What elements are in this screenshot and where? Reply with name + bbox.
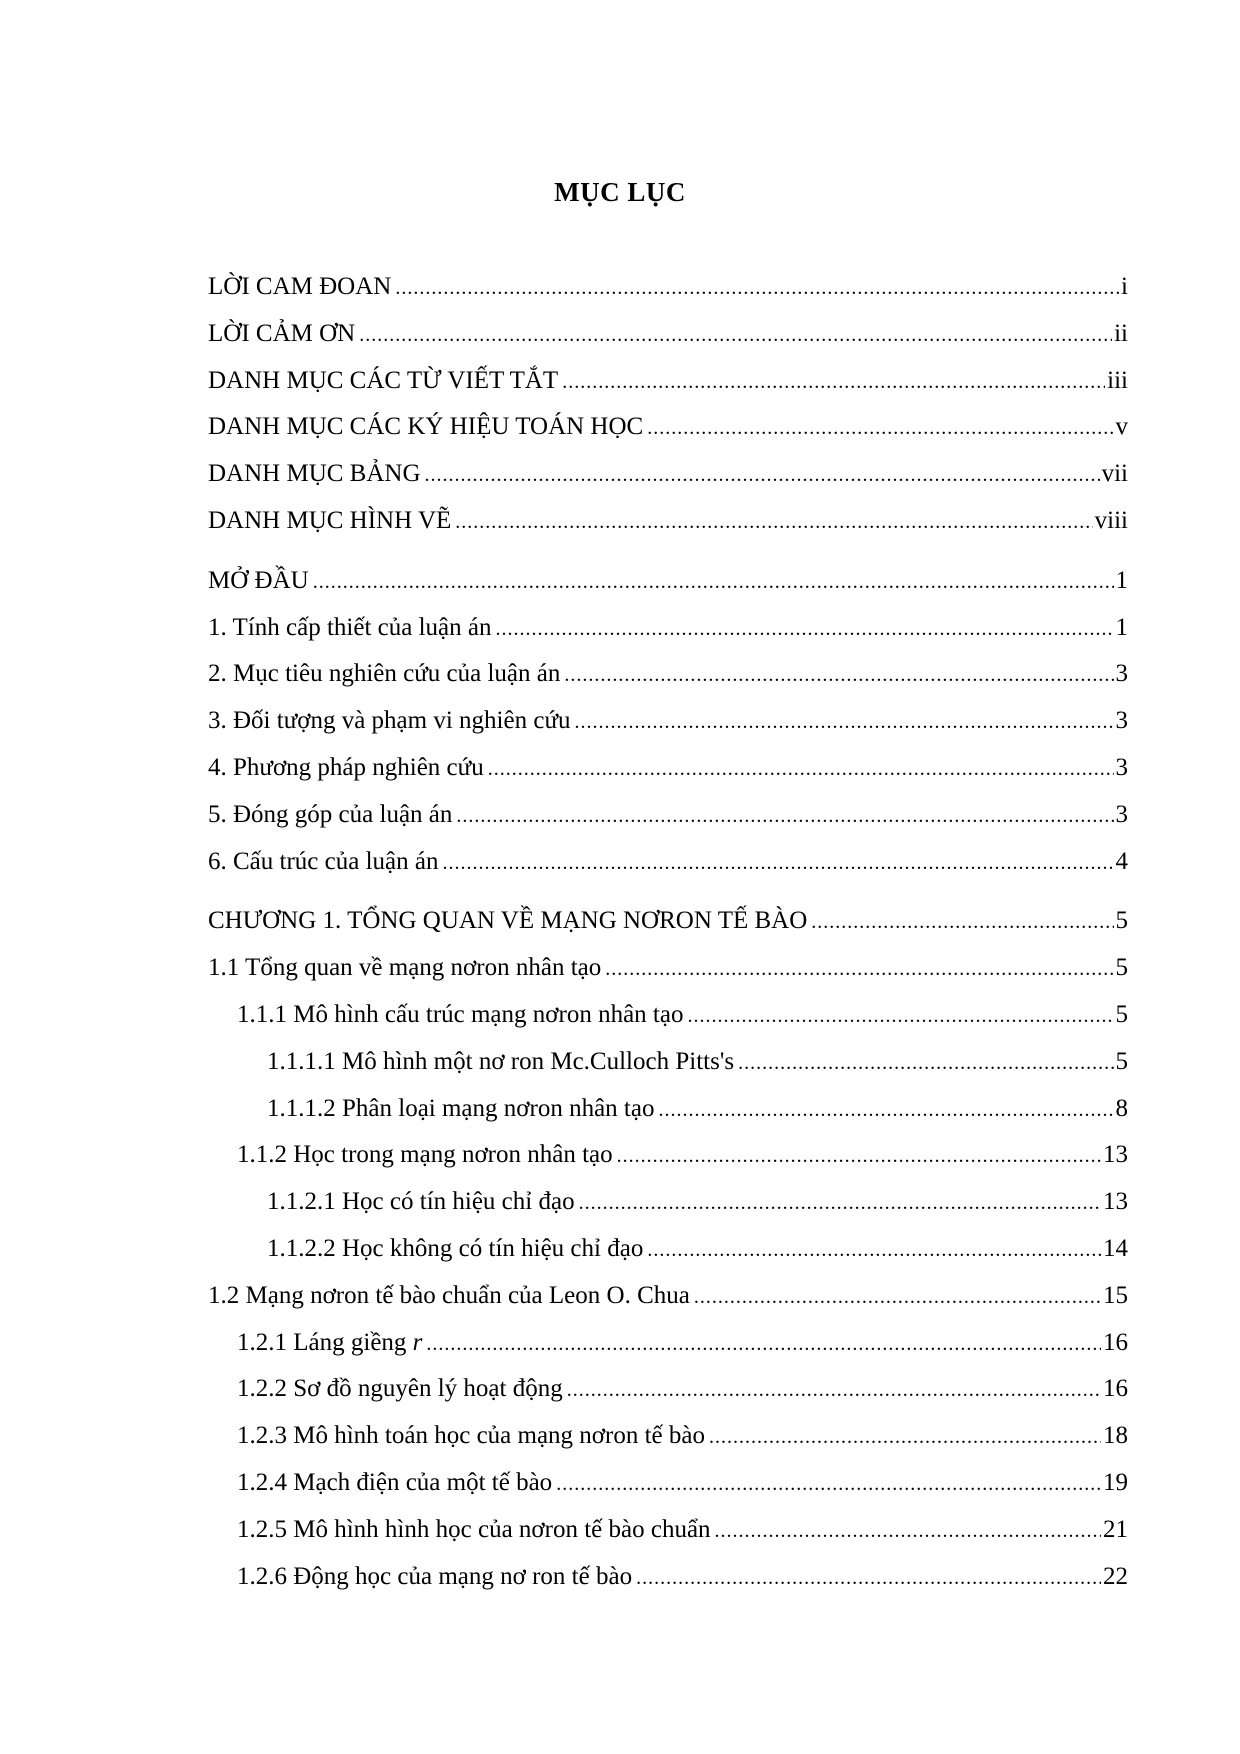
toc-entry-page: 8 bbox=[1115, 1094, 1128, 1122]
toc-entry-page: 3 bbox=[1115, 753, 1128, 781]
toc-entry-label: 1.2.5 Mô hình hình học của nơron tế bào chuẩn bbox=[237, 1515, 711, 1543]
toc-leader-dots bbox=[488, 752, 1114, 786]
toc-entry-label-text: 1.2.1 Láng giềng bbox=[237, 1328, 413, 1356]
toc-leader-dots bbox=[579, 1186, 1101, 1220]
toc-entry-page: 4 bbox=[1115, 847, 1128, 875]
toc-entry-page: ii bbox=[1114, 319, 1128, 347]
toc-entry[interactable] bbox=[208, 1513, 1128, 1560]
toc-entry-page: 5 bbox=[1115, 1000, 1128, 1028]
toc-leader-dots bbox=[564, 658, 1113, 692]
toc-entry-label: 1.1 Tổng quan về mạng nơron nhân tạo bbox=[208, 954, 602, 982]
toc-entry[interactable] bbox=[208, 657, 1128, 704]
toc-entry[interactable] bbox=[208, 1326, 1128, 1373]
toc-entry[interactable] bbox=[208, 1279, 1128, 1326]
toc-entry-page: 18 bbox=[1103, 1422, 1128, 1450]
toc-entry-label: 1.2.6 Động học của mạng nơ ron tế bào bbox=[237, 1562, 633, 1590]
toc-entry-page: 14 bbox=[1103, 1234, 1128, 1262]
toc-entry-label: 1.1.2.2 Học không có tín hiệu chỉ đạo bbox=[267, 1234, 644, 1262]
toc-entry[interactable] bbox=[208, 704, 1128, 751]
toc-entry[interactable] bbox=[208, 364, 1128, 411]
toc-entry-label bbox=[237, 1326, 426, 1360]
toc-entry-page: 1 bbox=[1115, 566, 1128, 594]
toc-leader-dots bbox=[575, 705, 1114, 739]
toc-entry[interactable] bbox=[208, 904, 1128, 951]
toc-leader-dots bbox=[313, 565, 1114, 599]
toc-entry-label: 1.1.1 Mô hình cấu trúc mạng nơron nhân tạo bbox=[237, 1000, 684, 1028]
toc-leader-dots bbox=[647, 411, 1113, 445]
toc-entry-label: 1.2.4 Mạch điện của một tế bào bbox=[237, 1468, 553, 1496]
toc-leader-dots bbox=[694, 1280, 1101, 1314]
toc-entry-label: 5. Đóng góp của luận án bbox=[208, 800, 453, 828]
toc-entry-label: DANH MỤC CÁC KÝ HIỆU TOÁN HỌC bbox=[208, 413, 644, 441]
toc-entry-page: v bbox=[1115, 413, 1128, 441]
toc-entry[interactable] bbox=[208, 998, 1128, 1045]
toc-entry[interactable] bbox=[208, 845, 1128, 892]
toc-entry-label-italic: r bbox=[412, 1328, 423, 1356]
toc-entry-label: MỞ ĐẦU bbox=[208, 566, 309, 594]
toc-leader-dots bbox=[738, 1046, 1113, 1080]
toc-entry[interactable] bbox=[208, 1045, 1128, 1092]
toc-entry-page: vii bbox=[1101, 460, 1128, 488]
toc-entry-label: LỜI CAM ĐOAN bbox=[208, 273, 392, 300]
toc-entry[interactable] bbox=[208, 1372, 1128, 1419]
toc-entry-page: 13 bbox=[1103, 1188, 1128, 1216]
toc-entry-label: 1.1.1.2 Phân loại mạng nơron nhân tạo bbox=[267, 1094, 655, 1122]
toc-entry-page: 3 bbox=[1115, 707, 1128, 735]
toc-entry-page: 13 bbox=[1103, 1141, 1128, 1169]
toc-entry-page: 21 bbox=[1103, 1515, 1128, 1543]
page-title: MỤC LỤC bbox=[554, 177, 686, 207]
toc-leader-dots bbox=[647, 1233, 1101, 1267]
toc-entry-page: 5 bbox=[1115, 954, 1128, 982]
toc-leader-dots bbox=[636, 1561, 1101, 1595]
toc-entry-page: 3 bbox=[1115, 660, 1128, 688]
toc-entry[interactable] bbox=[208, 611, 1128, 658]
toc-entry[interactable] bbox=[208, 751, 1128, 798]
toc-leader-dots bbox=[811, 905, 1113, 939]
toc-leader-dots bbox=[715, 1514, 1101, 1548]
toc-entry-page: 5 bbox=[1115, 1047, 1128, 1075]
toc-entry-page: 16 bbox=[1103, 1328, 1128, 1356]
toc-leader-dots bbox=[395, 271, 1119, 305]
toc-entry-page: 19 bbox=[1103, 1468, 1128, 1496]
toc-entry[interactable] bbox=[208, 951, 1128, 998]
toc-entry[interactable] bbox=[208, 410, 1128, 457]
toc-entry[interactable] bbox=[208, 1419, 1128, 1466]
toc-leader-dots bbox=[455, 505, 1092, 539]
toc-entry-label: CHƯƠNG 1. TỔNG QUAN VỀ MẠNG NƠRON TẾ BÀO bbox=[208, 907, 808, 935]
toc-entry[interactable] bbox=[208, 1185, 1128, 1232]
toc-entry-label: 4. Phương pháp nghiên cứu bbox=[208, 753, 484, 781]
toc-entry-label: DANH MỤC HÌNH VẼ bbox=[208, 506, 452, 534]
toc-entry-label: 1.2 Mạng nơron tế bào chuẩn của Leon O. Chua bbox=[208, 1281, 690, 1309]
toc-leader-dots bbox=[426, 1327, 1101, 1361]
toc-entry-page: iii bbox=[1107, 366, 1128, 394]
toc-leader-dots bbox=[456, 799, 1113, 833]
toc-entry[interactable] bbox=[208, 317, 1128, 364]
toc-entry[interactable] bbox=[208, 270, 1128, 317]
toc-entry-label: 1.2.3 Mô hình toán học của mạng nơron tế bào bbox=[237, 1422, 705, 1450]
toc-entry-page: 15 bbox=[1103, 1281, 1128, 1309]
toc-leader-dots bbox=[709, 1420, 1101, 1454]
toc-entry[interactable] bbox=[208, 564, 1128, 611]
toc-leader-dots bbox=[687, 999, 1113, 1033]
toc-entry-page: 3 bbox=[1115, 800, 1128, 828]
toc-entry-page: 22 bbox=[1103, 1562, 1128, 1590]
toc-entry-label: 1.1.2.1 Học có tín hiệu chỉ đạo bbox=[267, 1188, 575, 1216]
toc-entry-page: 16 bbox=[1103, 1375, 1128, 1403]
toc-leader-dots bbox=[617, 1139, 1101, 1173]
toc-entry-label: 1.1.1.1 Mô hình một nơ ron Mc.Culloch Pitts's bbox=[267, 1047, 735, 1075]
toc-entry[interactable] bbox=[208, 457, 1128, 504]
toc-entry-label: DANH MỤC CÁC TỪ VIẾT TẮT bbox=[208, 366, 559, 394]
toc-entry[interactable] bbox=[208, 1232, 1128, 1279]
toc-entry-label: 1. Tính cấp thiết của luận án bbox=[208, 613, 492, 641]
toc-leader-dots bbox=[442, 846, 1113, 880]
toc-entry-label: LỜI CẢM ƠN bbox=[208, 319, 356, 347]
toc-leader-dots bbox=[495, 612, 1113, 646]
toc-entry-label: 1.2.2 Sơ đồ nguyên lý hoạt động bbox=[237, 1375, 563, 1403]
toc-entry-label: 6. Cấu trúc của luận án bbox=[208, 847, 439, 875]
toc-entry[interactable] bbox=[208, 1092, 1128, 1139]
toc-leader-dots bbox=[359, 318, 1112, 352]
toc-leader-dots bbox=[425, 458, 1100, 492]
toc-entry-label: 2. Mục tiêu nghiên cứu của luận án bbox=[208, 660, 561, 688]
toc-leader-dots bbox=[567, 1373, 1101, 1407]
toc-entry-page: 5 bbox=[1115, 907, 1128, 935]
toc-entry[interactable] bbox=[208, 1138, 1128, 1185]
toc-leader-dots bbox=[605, 952, 1113, 986]
toc-leader-dots bbox=[556, 1467, 1101, 1501]
toc-entry[interactable] bbox=[208, 1466, 1128, 1513]
toc-entry-page: i bbox=[1121, 273, 1128, 300]
toc-leader-dots bbox=[562, 365, 1105, 399]
table-of-contents bbox=[208, 270, 1128, 1606]
toc-leader-dots bbox=[658, 1093, 1113, 1127]
toc-entry[interactable] bbox=[208, 504, 1128, 551]
toc-entry[interactable] bbox=[208, 798, 1128, 845]
toc-entry[interactable] bbox=[208, 1560, 1128, 1607]
toc-entry-label: DANH MỤC BẢNG bbox=[208, 460, 421, 488]
toc-entry-page: 1 bbox=[1115, 613, 1128, 641]
toc-entry-page: viii bbox=[1094, 506, 1128, 534]
toc-entry-label: 1.1.2 Học trong mạng nơron nhân tạo bbox=[237, 1141, 613, 1169]
toc-entry-label: 3. Đối tượng và phạm vi nghiên cứu bbox=[208, 707, 571, 735]
